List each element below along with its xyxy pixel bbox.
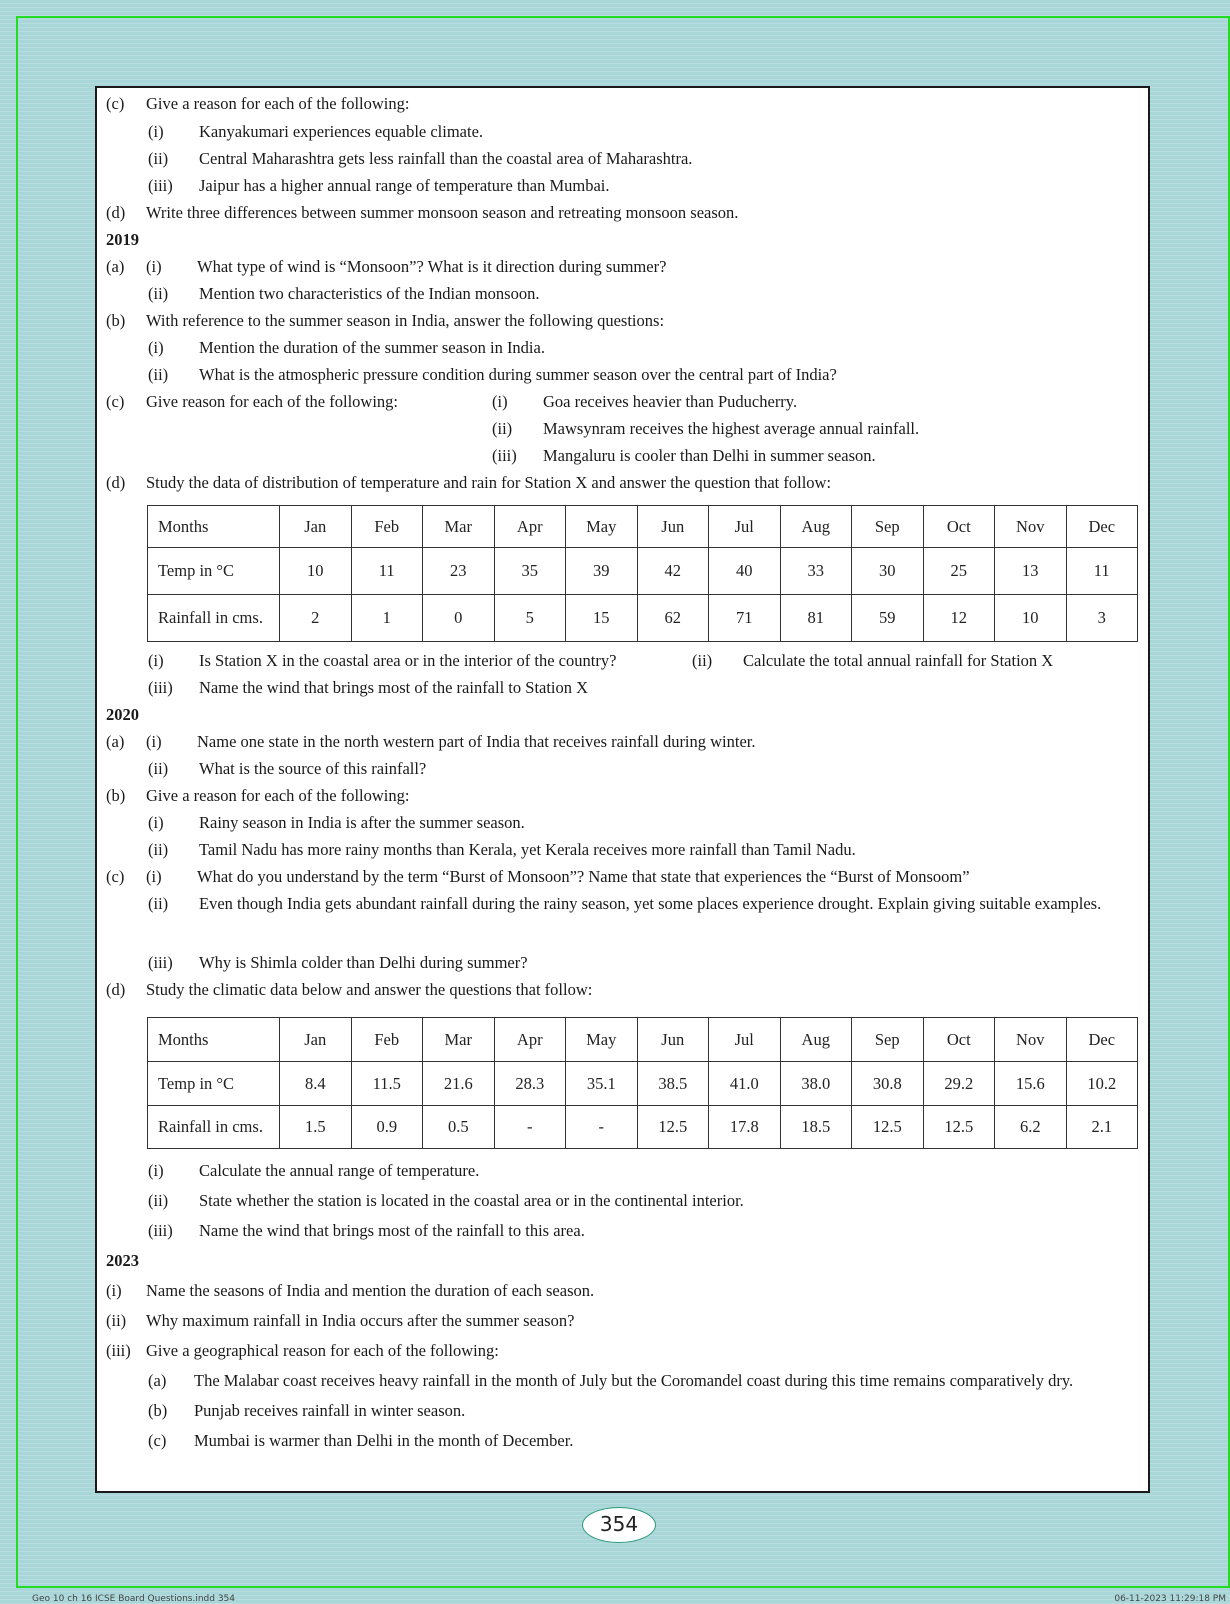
subquestion: (c) Mumbai is warmer than Delhi in the month of December.: [148, 1431, 574, 1450]
question-d: (d) Study the data of distribution of temperature and rain for Station X and answer the question that follow:: [106, 473, 832, 492]
footer-timestamp: 06-11-2023 11:29:18 PM: [1114, 1594, 1226, 1604]
subquestion: (iii) Name the wind that brings most of the rainfall to this area.: [148, 1221, 585, 1240]
subquestion: (i) Is Station X in the coastal area or in the interior of the country?: [148, 651, 617, 670]
subquestion-text-wrapped: Even though India gets abundant rainfall during the rainy season, yet some places experience drought. Explain giving suitable examples.: [199, 894, 1102, 913]
year-heading-2023: 2023: [106, 1251, 139, 1270]
page-number: 354: [582, 1507, 656, 1543]
table-row-temp: Temp in °C 8.4 11.5 21.6 28.3 35.1 38.5 41.0 38.0 30.8 29.2 15.6 10.2: [148, 1062, 1138, 1106]
subquestion: (iii) Mangaluru is cooler than Delhi in summer season.: [492, 446, 876, 465]
question-d: (d) Write three differences between summer monsoon season and retreating monsoon season.: [106, 203, 739, 222]
subquestion: (ii) What is the atmospheric pressure condition during summer season over the central part of India?: [148, 365, 837, 384]
subquestion: (ii) Central Maharashtra gets less rainfall than the coastal area of Maharashtra.: [148, 149, 693, 168]
table-row-rainfall: Rainfall in cms. 2 1 0 5 15 62 71 81 59 12 10 3: [148, 595, 1138, 642]
subquestion: (ii) Calculate the total annual rainfall for Station X: [692, 651, 1054, 670]
question-c: (c) Give reason for each of the following:: [106, 392, 398, 411]
subquestion: (ii) Mention two characteristics of the Indian monsoon.: [148, 284, 540, 303]
table-row-temp: Temp in °C 10 11 23 35 39 42 40 33 30 25 13 11: [148, 548, 1138, 595]
subquestion: (ii) State whether the station is located in the coastal area or in the continental interior.: [148, 1191, 744, 1210]
question-a: (a) (i) What type of wind is “Monsoon”? What is it direction during summer?: [106, 257, 667, 276]
subquestion: (i) Kanyakumari experiences equable climate.: [148, 122, 484, 141]
climate-table-station-x: [147, 505, 1138, 642]
question: (ii) Why maximum rainfall in India occurs after the summer season?: [106, 1311, 575, 1330]
climate-table-2020: [147, 1017, 1138, 1149]
subquestion: (i) Rainy season in India is after the summer season.: [148, 813, 525, 832]
subquestion: (iii) Jaipur has a higher annual range of temperature than Mumbai.: [148, 176, 610, 195]
question-c: (c) (i) What do you understand by the term “Burst of Monsoon”? Name that state that experiences the “Burst of Monsoom”: [106, 867, 970, 886]
table-row-rainfall: Rainfall in cms. 1.5 0.9 0.5 - - 12.5 17.8 18.5 12.5 12.5 6.2 2.1: [148, 1106, 1138, 1149]
question-label: (c): [106, 94, 125, 113]
question-d: (d) Study the climatic data below and answer the questions that follow:: [106, 980, 593, 999]
subquestion: (a) The Malabar coast receives heavy rainfall in the month of July but the Coromandel coast during this time remains comparatively dry.: [148, 1371, 1074, 1390]
subquestion: (i) Goa receives heavier than Puducherry.: [492, 392, 798, 411]
question-b: (b) With reference to the summer season in India, answer the following questions:: [106, 311, 665, 330]
subquestion: (ii) Tamil Nadu has more rainy months than Kerala, yet Kerala receives more rainfall than Tamil Nadu.: [148, 840, 856, 859]
footer-file-name: Geo 10 ch 16 ICSE Board Questions.indd 354: [32, 1594, 236, 1604]
question-a: (a) (i) Name one state in the north western part of India that receives rainfall during winter.: [106, 732, 756, 751]
table-header-row: Months Jan Feb Mar Apr May Jun Jul Aug Sep Oct Nov Dec: [148, 506, 1138, 548]
question: (iii) Give a geographical reason for each of the following:: [106, 1341, 499, 1360]
year-heading-2019: 2019: [106, 230, 139, 249]
year-heading-2020: 2020: [106, 705, 139, 724]
subquestion-label: (ii): [148, 894, 169, 913]
subquestion: (iii) Why is Shimla colder than Delhi during summer?: [148, 953, 528, 972]
subquestion: (iii) Name the wind that brings most of the rainfall to Station X: [148, 678, 589, 697]
question: (i) Name the seasons of India and mention the duration of each season.: [106, 1281, 595, 1300]
question-b: (b) Give a reason for each of the following:: [106, 786, 410, 805]
subquestion: (b) Punjab receives rainfall in winter season.: [148, 1401, 466, 1420]
subquestion: (ii) Mawsynram receives the highest average annual rainfall.: [492, 419, 920, 438]
table-header-row: Months Jan Feb Mar Apr May Jun Jul Aug Sep Oct Nov Dec: [148, 1018, 1138, 1062]
subquestion: (ii) What is the source of this rainfall?: [148, 759, 427, 778]
question-c: [106, 94, 409, 114]
subquestion: (i) Mention the duration of the summer season in India.: [148, 338, 545, 357]
subquestion: (i) Calculate the annual range of temperature.: [148, 1161, 480, 1180]
question-text: Give a reason for each of the following:: [146, 94, 410, 113]
